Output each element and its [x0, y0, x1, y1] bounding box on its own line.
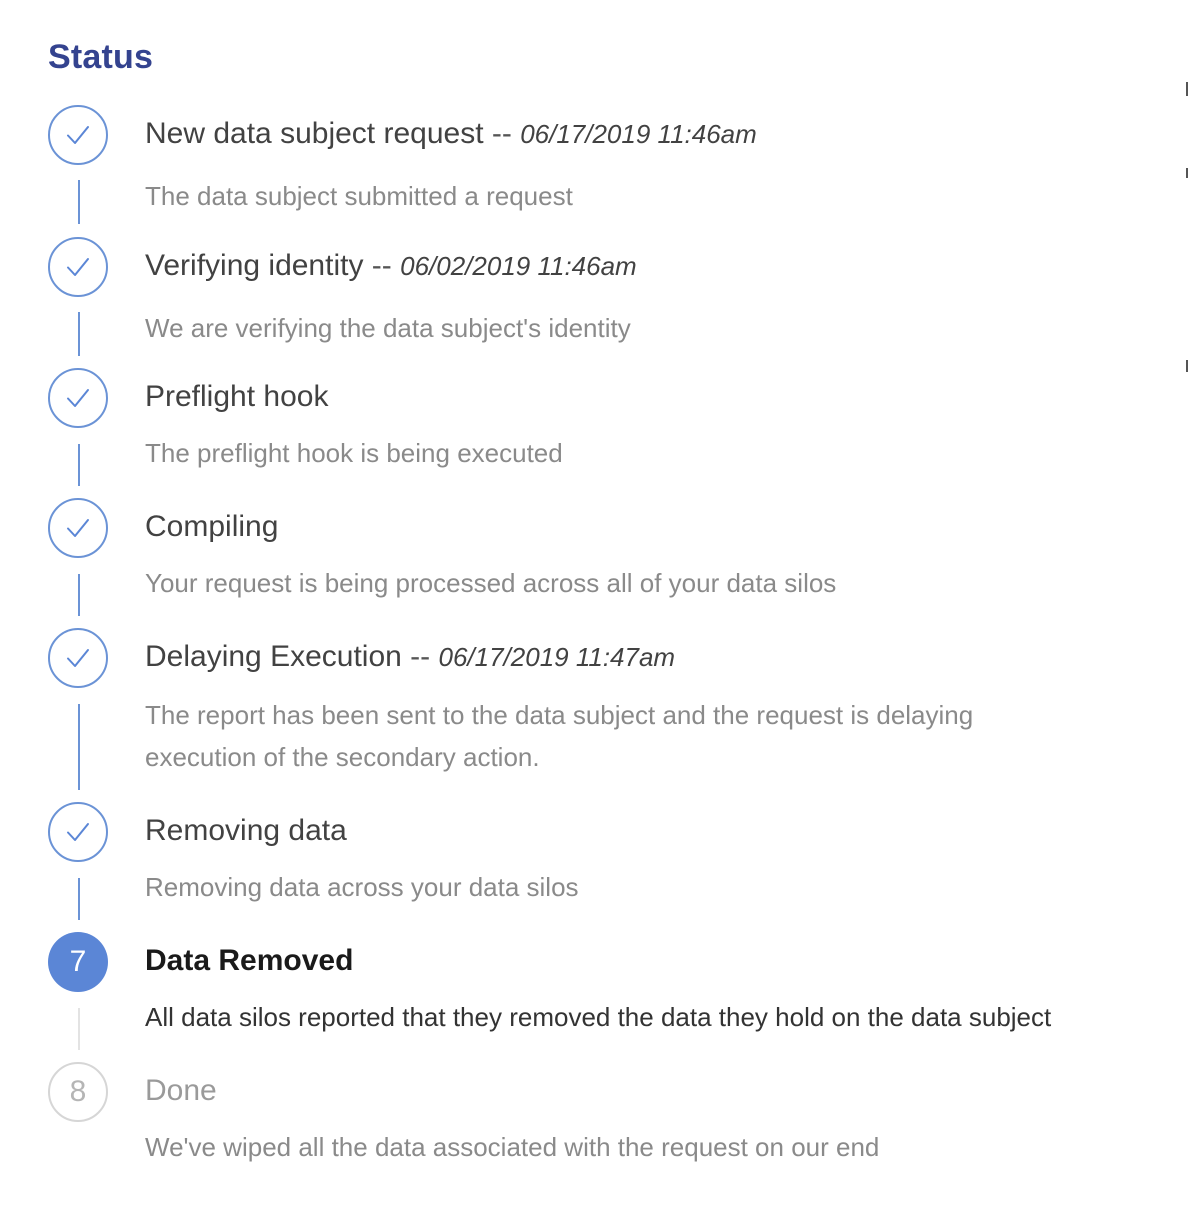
step-title: [145, 510, 278, 544]
step-connector: [78, 180, 80, 224]
step-complete-indicator: [48, 628, 108, 688]
check-icon: [61, 641, 95, 675]
step-description: The preflight hook is being executed: [145, 438, 563, 468]
check-icon: [61, 381, 95, 415]
step-complete-indicator: [48, 368, 108, 428]
clipped-edge-mark: [1186, 360, 1188, 372]
step-separator: --: [401, 640, 439, 673]
step-title: [145, 944, 353, 978]
step-title: [145, 814, 347, 848]
step-complete-indicator: [48, 802, 108, 862]
page-title: Status: [48, 38, 154, 76]
step-description: The report has been sent to the data subject and the request is delaying execution of the secondary action.: [145, 700, 974, 772]
step-connector: [78, 444, 80, 486]
step-connector: [78, 574, 80, 616]
step-connector: [78, 878, 80, 920]
step-number-badge: 7: [48, 932, 108, 992]
check-icon: [61, 511, 95, 545]
step-title: [145, 640, 675, 674]
step-timestamp: 06/17/2019 11:46am: [520, 119, 757, 149]
step-number-badge: 8: [48, 1062, 108, 1122]
step-timestamp: 06/17/2019 11:47am: [438, 642, 676, 672]
step-title-text: Data Removed: [145, 944, 354, 977]
step-connector: [78, 704, 80, 790]
step-description: Removing data across your data silos: [145, 872, 579, 902]
step-description: We are verifying the data subject's identity: [145, 313, 631, 343]
step-title-text: Compiling: [145, 510, 279, 543]
check-icon: [61, 250, 95, 284]
step-separator: --: [363, 249, 401, 282]
step-title: [145, 380, 328, 414]
step-separator: --: [483, 117, 521, 150]
step-title: [145, 1074, 217, 1108]
step-title-text: Removing data: [145, 814, 347, 847]
step-title: [145, 249, 637, 283]
step-complete-indicator: [48, 498, 108, 558]
step-description: We've wiped all the data associated with the request on our end: [145, 1132, 880, 1162]
check-icon: [61, 118, 95, 152]
step-complete-indicator: [48, 105, 108, 165]
step-title-text: Delaying Execution: [145, 640, 402, 673]
clipped-edge-mark: [1186, 82, 1188, 96]
step-title-text: Verifying identity: [145, 249, 364, 282]
step-description: The data subject submitted a request: [145, 181, 573, 211]
step-connector: [78, 1008, 80, 1050]
step-title: [145, 117, 757, 151]
step-title-text: Preflight hook: [145, 380, 329, 413]
step-timestamp: 06/02/2019 11:46am: [400, 251, 637, 281]
step-title-text: New data subject request: [145, 117, 484, 150]
step-connector: [78, 312, 80, 356]
clipped-edge-mark: [1186, 168, 1188, 178]
check-icon: [61, 815, 95, 849]
step-description: All data silos reported that they removed the data they hold on the data subject: [145, 1002, 1052, 1032]
step-title-text: Done: [145, 1074, 217, 1107]
step-complete-indicator: [48, 237, 108, 297]
step-description: Your request is being processed across all of your data silos: [145, 568, 837, 598]
